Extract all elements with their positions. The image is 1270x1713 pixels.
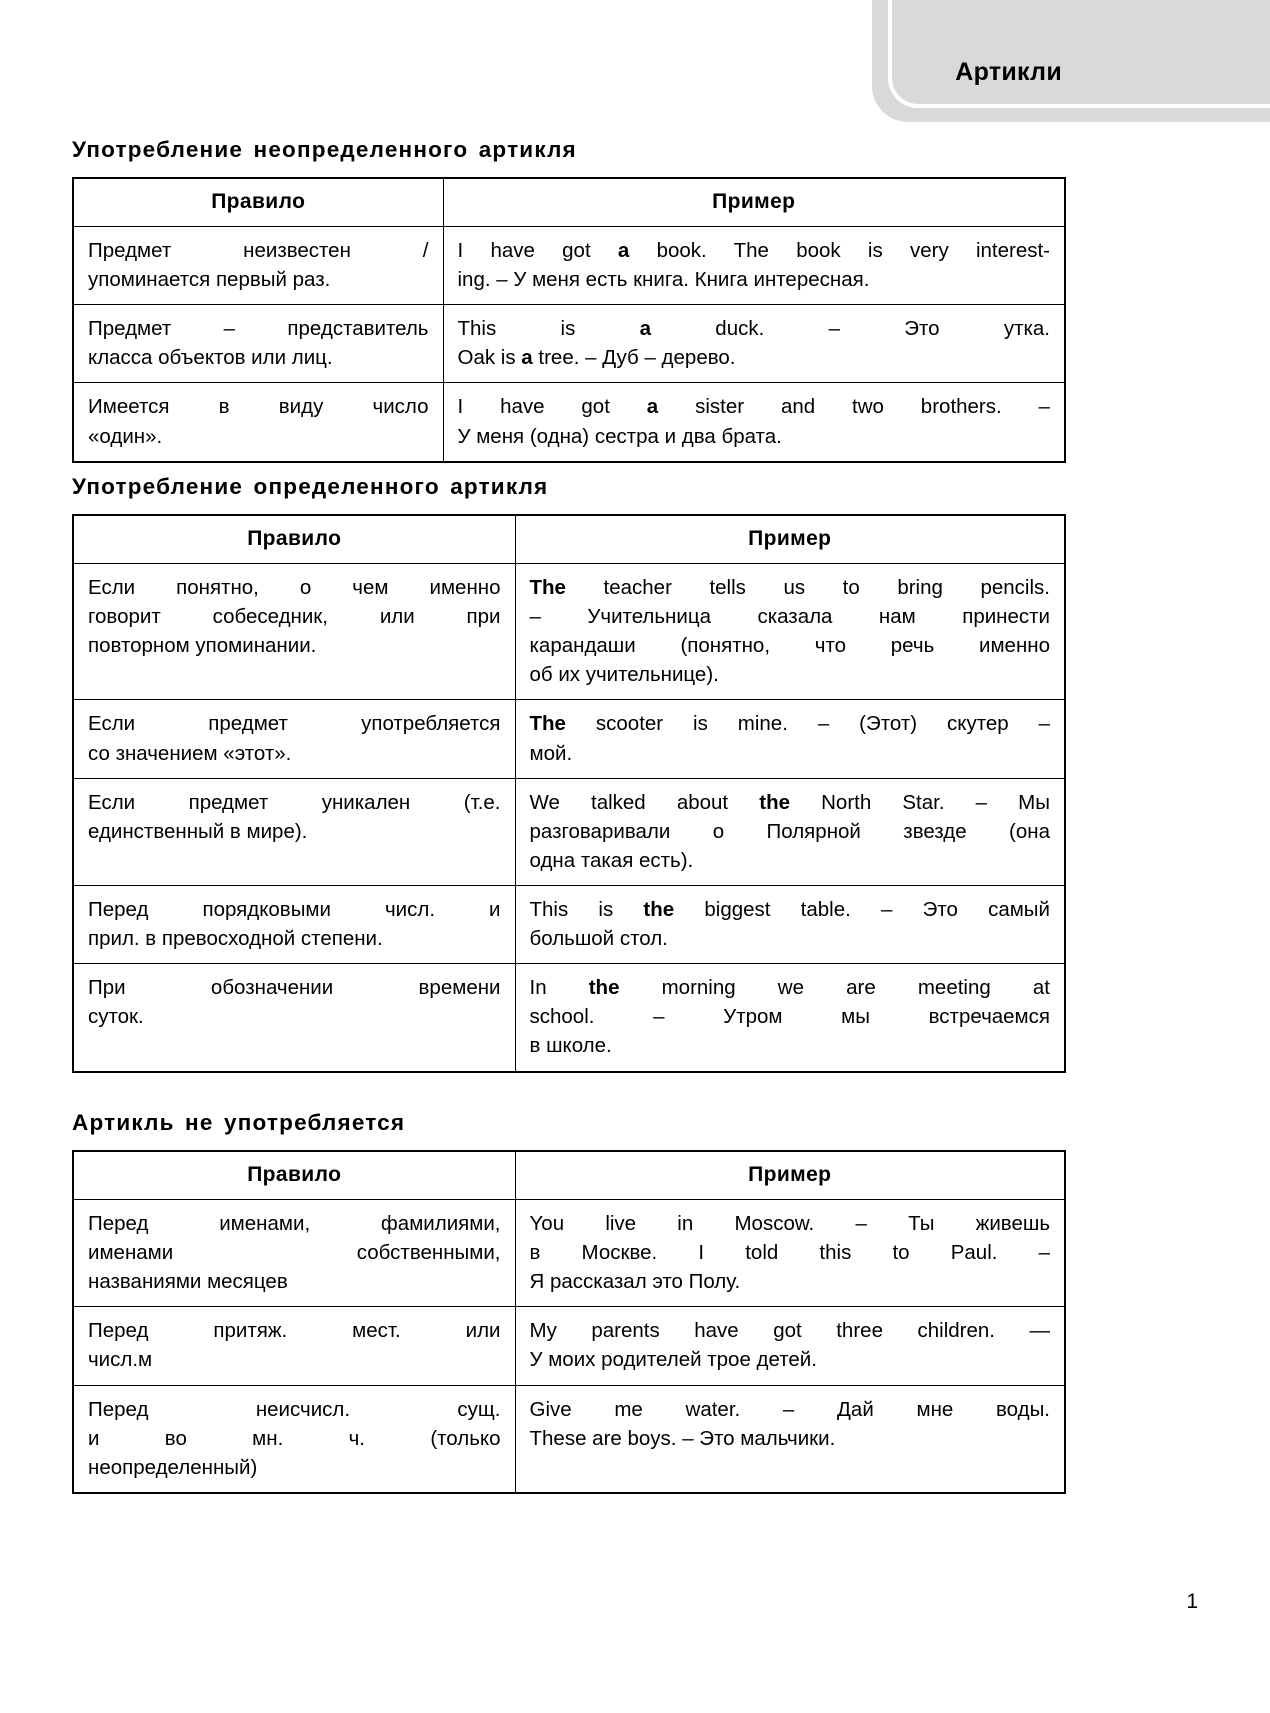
example-line: разговаривали о Полярной звезде (она (529, 819, 1050, 843)
page-number: 1 (1186, 1590, 1198, 1613)
example-line: In the morning we are meeting at (529, 976, 1050, 1000)
table-header-row (73, 178, 1065, 227)
rule-line: названиями месяцев (88, 1270, 288, 1294)
example-line: The teacher tells us to bring pencils. (529, 576, 1050, 599)
rule-line: повторном упоминании. (88, 634, 317, 658)
example-line: These are boys. – Это мальчики. (529, 1426, 836, 1450)
rule-line: упоминается первый раз. (88, 268, 331, 292)
rule-cell (73, 305, 443, 383)
rule-cell (73, 1385, 515, 1493)
example-line: I have got a sister and two brothers. – (457, 395, 1050, 419)
example-line: У меня (одна) сестра и два брата. (457, 424, 782, 448)
rules-section-3 (72, 1110, 1064, 1494)
rule-line: числ.м (88, 1348, 153, 1372)
rule-line: Если понятно, о чем именно (88, 576, 501, 599)
rule-cell (73, 1307, 515, 1385)
article-emphasis: The (529, 576, 566, 599)
table-row (73, 700, 1065, 778)
example-line: You live in Moscow. – Ты живешь (529, 1212, 1050, 1235)
article-emphasis: a (646, 395, 659, 419)
example-line: Give me water. – Дай мне воды. (529, 1397, 1050, 1421)
rule-line: Предмет неизвестен / (88, 239, 429, 262)
section-heading: Употребление определенного артикля (72, 474, 549, 499)
rule-line: Имеется в виду число (88, 395, 429, 419)
column-header-rule: Правило (73, 178, 443, 227)
example-line: I have got a book. The book is very interest- (457, 239, 1050, 262)
example-line: мой. (529, 741, 573, 765)
column-header-rule: Правило (73, 515, 515, 564)
table-row (73, 305, 1065, 383)
example-line: в школе. (529, 1034, 612, 1058)
rule-line: неопределенный) (88, 1455, 258, 1479)
article-emphasis: the (588, 976, 620, 1000)
example-cell (443, 383, 1065, 462)
example-line: в Москве. I told this to Paul. – (529, 1241, 1050, 1265)
example-line: карандаши (понятно, что речь именно (529, 634, 1050, 658)
rule-cell (73, 885, 515, 963)
column-header-example: Пример (515, 515, 1065, 564)
table-row (73, 564, 1065, 700)
rule-line: Если предмет употребляется (88, 712, 501, 736)
table-row (73, 1200, 1065, 1307)
example-cell (515, 964, 1065, 1072)
rules-table (72, 514, 1066, 1073)
example-line: ing. – У меня есть книга. Книга интересная. (457, 268, 870, 292)
header-tab-inner-shape (888, 0, 1270, 108)
rule-line: «один». (88, 424, 163, 448)
column-header-rule: Правило (73, 1151, 515, 1200)
example-line: We talked about the North Star. – Мы (529, 790, 1050, 814)
rule-cell (73, 964, 515, 1072)
example-cell (443, 227, 1065, 305)
rules-section-2 (72, 474, 1064, 1073)
example-cell (515, 1200, 1065, 1307)
example-cell (515, 700, 1065, 778)
rule-line: именами собственными, (88, 1241, 501, 1265)
table-row (73, 227, 1065, 305)
example-line: об их учительнице). (529, 663, 719, 687)
column-header-example: Пример (515, 1151, 1065, 1200)
example-line: school. – Утром мы встречаемся (529, 1005, 1050, 1029)
rule-line: При обозначении времени (88, 976, 501, 1000)
rule-cell (73, 778, 515, 885)
rule-cell (73, 564, 515, 700)
rule-line: Перед неисчисл. сущ. (88, 1397, 501, 1421)
example-line: большой стол. (529, 927, 668, 951)
article-emphasis: a (639, 317, 652, 341)
rule-cell (73, 700, 515, 778)
table-row (73, 1385, 1065, 1493)
rule-line: Перед порядковыми числ. и (88, 897, 501, 921)
example-line: – Учительница сказала нам принести (529, 605, 1050, 629)
rule-line: суток. (88, 1005, 144, 1029)
rule-line: Перед притяж. мест. или (88, 1319, 501, 1343)
section-heading: Артикль не употребляется (72, 1110, 406, 1135)
table-row (73, 964, 1065, 1072)
example-cell (515, 778, 1065, 885)
rule-line: со значением «этот». (88, 741, 292, 765)
header-tab (872, 0, 1270, 122)
rule-cell (73, 227, 443, 305)
example-line: This is the biggest table. – Это самый (529, 897, 1050, 921)
article-emphasis: a (617, 239, 630, 262)
example-cell (515, 885, 1065, 963)
rules-section-1 (72, 137, 1064, 463)
column-header-example: Пример (443, 178, 1065, 227)
example-line: У моих родителей трое детей. (529, 1348, 817, 1372)
example-line: Oak is a tree. – Дуб – дерево. (457, 346, 736, 370)
example-line: Я рассказал это Полу. (529, 1270, 741, 1294)
rule-line: Если предмет уникален (т.е. (88, 790, 501, 814)
rule-line: Предмет – представитель (88, 317, 429, 341)
example-cell (515, 1307, 1065, 1385)
article-emphasis: the (643, 897, 675, 921)
rule-cell (73, 1200, 515, 1307)
example-cell (515, 564, 1065, 700)
example-line: The scooter is mine. – (Этот) скутер – (529, 712, 1050, 736)
example-line: одна такая есть). (529, 848, 694, 872)
table-header-row (73, 1151, 1065, 1200)
example-cell (515, 1385, 1065, 1493)
rule-line: Перед именами, фамилиями, (88, 1212, 501, 1235)
article-emphasis: a (521, 346, 533, 370)
rule-line: и во мн. ч. (только (88, 1426, 501, 1450)
rules-table (72, 177, 1066, 463)
page-title: Артикли (955, 58, 1062, 86)
example-line: My parents have got three children. — (529, 1319, 1050, 1343)
table-header-row (73, 515, 1065, 564)
rule-line: единственный в мире). (88, 819, 308, 843)
rule-line: класса объектов или лиц. (88, 346, 333, 370)
example-line: This is a duck. – Это утка. (457, 317, 1050, 341)
rules-table (72, 1150, 1066, 1494)
table-row (73, 383, 1065, 462)
table-row (73, 1307, 1065, 1385)
table-row (73, 778, 1065, 885)
table-row (73, 885, 1065, 963)
article-emphasis: the (759, 790, 790, 814)
rule-line: говорит собеседник, или при (88, 605, 501, 629)
example-cell (443, 305, 1065, 383)
article-emphasis: The (529, 712, 566, 736)
section-heading: Употребление неопределенного артикля (72, 137, 577, 162)
rule-cell (73, 383, 443, 462)
rule-line: прил. в превосходной степени. (88, 927, 383, 951)
